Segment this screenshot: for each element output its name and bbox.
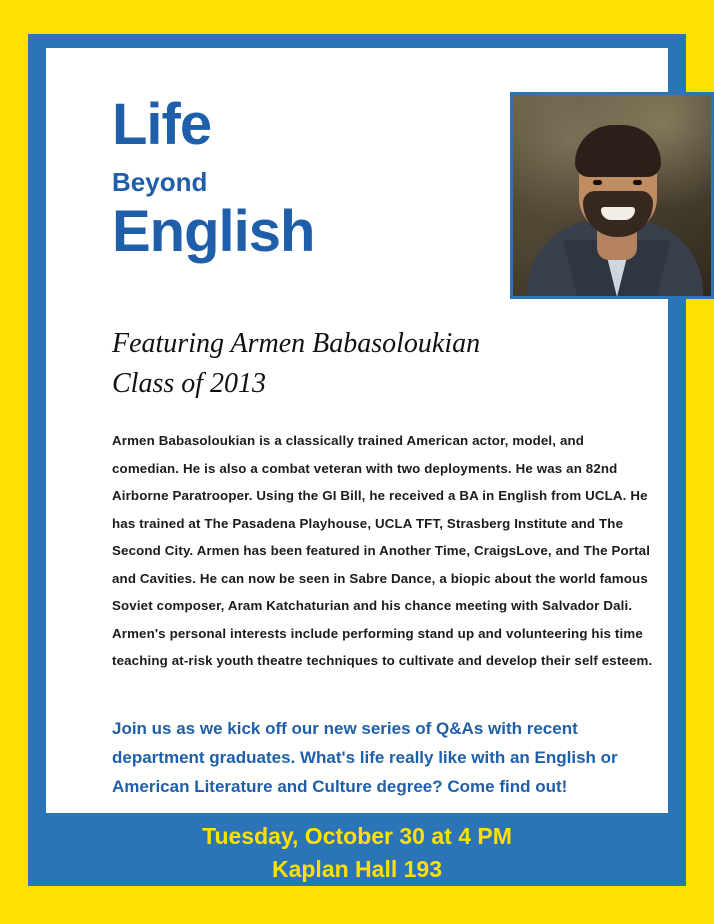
poster-headline — [112, 92, 442, 264]
portrait-eye-right — [633, 180, 642, 185]
portrait-smile — [601, 207, 635, 220]
featuring-class: Class of 2013 — [112, 367, 267, 399]
featuring-block — [112, 324, 652, 404]
event-details — [46, 820, 668, 885]
event-callout: Join us as we kick off our new series of Q&As with recent department graduates. What's life really like with an English or American Literature and Culture degree? Come find out! — [112, 719, 618, 797]
photo-background — [513, 95, 711, 296]
portrait-eye-left — [593, 180, 602, 185]
headline-line-life: Life — [112, 92, 212, 157]
headline-line-beyond: Beyond — [112, 167, 208, 197]
speaker-photo — [510, 92, 714, 299]
event-datetime: Tuesday, October 30 at 4 PM — [202, 823, 512, 849]
featuring-name: Featuring Armen Babasoloukian — [112, 328, 481, 359]
event-location: Kaplan Hall 193 — [271, 855, 443, 882]
poster-frame — [28, 34, 686, 886]
headline-line-english: English — [112, 198, 315, 264]
speaker-bio: Armen Babasoloukian is a classically trained American actor, model, and comedian. He is also a combat veteran with two deployments. He was an 82nd Airborne Paratrooper. Using the GI Bill, he received a BA in English from UCLA. He has trained at The Pasadena Playhouse, UCLA TFT, Strasberg Institute and The Second City. Armen has been featured in Another Time, CraigsLove, and The Portal and Cavities. He can now be seen in Sabre Dance, a biopic about the world famous Soviet composer, Aram Katchaturian and his chance meeting with Salvador Dali. Armen's personal interests include performing stand up and volunteering his time teaching at-risk youth theatre techniques to cultivate and develop their self esteem. — [112, 433, 653, 669]
poster-content-panel — [46, 48, 668, 813]
